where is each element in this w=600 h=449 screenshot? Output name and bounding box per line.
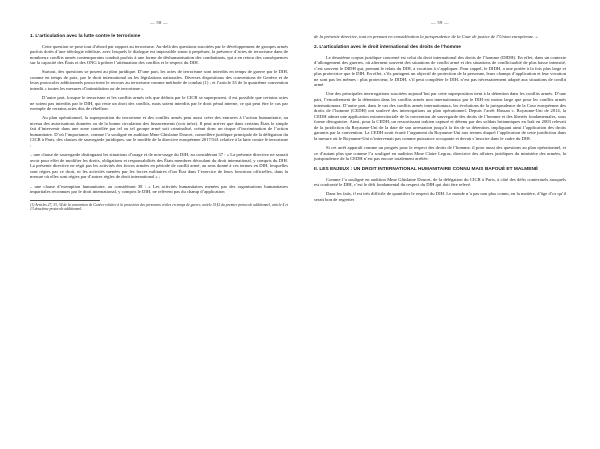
paragraph: Si cet arrêt apparaît comme un progrès pour le respect des droits de l’homme, il pose aussi des questions au plan opérationnel, et ce d’autant plus que comme l’a souligné en audition Mme Claire Legras, directrice des affaires juridiques du ministère des armées, la jurisprudence de la CEDH n’est pas encore totalement arrêtée. [314, 144, 566, 162]
paragraph: Cette question se pose tout d’abord par rapport au terrorisme. Au-delà des questions suscitées par le développement de groupes armés parfois dotés d’une idéologie nihiliste, avec lesquels le dialogue est impossible sinon à perpétuer, la présence d’actes de terrorisme dans de nombreux conflits armés contemporains conduit parfois à une forme de déshumanisation des combattants, qui a en retour des conséquences sur la capacité des États et des ONG à prôner l’atténuation des conflits et le respect du DIH. [30, 43, 288, 66]
paragraph: Au plan opérationnel, la superposition du terrorisme et des conflits armés peut aussi créer des entraves à l’action humanitaire, au niveau des autorisations données ou de la bonne circulation des financements (voir infra). Il peut arriver que dans certains États le simple fait d’intervenir dans une zone contrôlée par tel ou tel groupe armé soit criminalisé, créant donc un risque d’incrimination de l’action humanitaire. D’où l’importance, comme l’a souligné en audition Mme Ghislaine Doucet, conseillère juridique principale de la délégation du CICR à Paris, des clauses de sauvegarde juridiques, sur le modèle de la directive européenne 2017/541 relative à la lutte contre le terrorisme : [30, 115, 288, 149]
footnote: (1) Articles 27, 33, 34 de la convention de Genève relative à la protection des personnes civiles en temps de guerre, article 51§2 du premier protocole additionnel, article 4 et 13 deuxième protocole additionnel. [30, 202, 288, 211]
paragraph: D’autre part, lorsque le terrorisme et les conflits armés tels que définis par le CICR se superposent, il est possible que certains actes ne soient pas interdits par le DIH, qui reste un droit des conflits, mais soient interdits par le droit pénal interne, ce qui peut être le cas par exemple de certains actes dits de rébellion. [30, 95, 288, 112]
chapter-heading: II. LES ENJEUX : UN DROIT INTERNATIONAL HUMANITAIRE CONNU MAIS BAFOUÉ ET MALMENÉ [314, 166, 539, 172]
section-heading: 1. L’articulation avec la lutte contre le terrorisme [30, 34, 141, 39]
section-heading: 2. L’articulation avec le droit international des droits de l’homme [314, 44, 461, 50]
paragraph: Comme l’a souligné en audition Mme Ghislaine Doucet, de la délégation du CICR à Paris, à côté des défis contextuels auxquels est confronté le DIH, c’est le défi fondamental du respect du DIH qui doit être relevé. [314, 176, 566, 188]
paragraph: Le deuxième corpus juridique concerné est celui du droit international des droits de l’homme (DIDH). En effet, dans un contexte d’allongement des guerres, où alternent souvent des situations de conflit armé et des situations de conflictualité de plus basse intensité, c’est souvent le DIDH qui, prenant le relais du DIH, a vocation à s’appliquer. Pour rappel, le DIDH, a une portée à la fois plus large et plus protectrice que le DIH. En effet, s’ils partagent un objectif de protection de la personne, leurs champs d’application et leur vocation ne sont pas les mêmes : plus protecteur, le DIDH, s’il peut compléter le DIH, n’est pas nécessairement adapté aux situations de conflit armé. [314, 54, 566, 88]
continued-paragraph: de la présente directive, tout en prenant en considération la jurisprudence de la Cour de justice de l’Union européenne. » [314, 34, 538, 39]
paragraph: Surtout, des questions se posent au plan juridique. D’une part, les actes de terrorisme sont interdits en temps de guerre par le DIH, comme en temps de paix, par le droit international ou les législations nationales. Diverses dispositions des conventions de Genève et de leurs protocoles additionnels proscrivent le recours au terrorisme comme méthode de combat (1) ; et l’article 33 de la quatrième convention interdit « toutes les mesures d’intimidation ou de terrorisme ». [30, 69, 288, 91]
paragraph-quote: – une clause d’exemption humanitaire, au considérant 38 : « Les activités humanitaires menées par des organisations humanitaires impartiales reconnues par le droit international, y compris le DIH, ne relèvent pas du champ d’application [30, 183, 288, 195]
paragraph-quote: – une clause de sauvegarde distinguant les situations d’usage et de non-usage du DIH, au considérant 37 : « La présente directive ne saurait avoir pour effet de modifier les droits, obligations et responsabilités des États membres découlant du droit international, y compris du DIH. La présente directive ne régit pas les activités des forces armées en période de conflit armé, au sens donné à ces termes en DIH, lesquelles sont régies par ce droit, ni les activités menées par les forces militaires d’un État dans l’exercice de leurs fonctions officielles, dans la mesure où elles sont régies par d’autres règles de droit international » ; [30, 152, 288, 180]
footnote-separator [30, 200, 100, 201]
paragraph: Une des principales interrogations suscitées aujourd’hui par cette superposition tient à la détention dans les conflits armés. D’une part, l’encadrement de la détention dans les conflits armés non internationaux par le DIH est moins large que pour les conflits armés internationaux. D’autre part, dans le cas des conflits armés internationaux, les évolutions de la jurisprudence de la Cour européenne des droits de l’homme (CEDH) ont soulevé des interrogations au plan opérationnel. Depuis l’arrêt Hassan c. Royaume-Uni de 2014, la CEDH admet une application extraterritoriale de la convention de sauvegarde des droits de l’homme et des libertés fondamentales, sous forme dérogatoire. Ainsi, pour la CEDH, un ressortissant irakien capturé et détenu par des soldats britanniques en Irak en 2003 relevait de la juridiction du Royaume-Uni de la date de son arrestation jusqu’à la fin de sa détention, impliquant ainsi l’application des droits garantis par la convention. La CEDH avait écarté l’argument du Royaume-Uni aux termes duquel l’application de cette juridiction dans la mesure où le Royaume-Uni n’intervenait pas comme puissance occupante et devait s’inscrire dans le cadre du DIH. [314, 91, 566, 141]
paragraph: Dans les faits, il est très difficile de quantifier le respect du DIH. Le monde n’a pas non plus connu, en la matière, d’âge d’or qu’il serait bon de regretter [314, 191, 566, 202]
left-body [30, 44, 288, 195]
right-page [300, 0, 600, 449]
page-number: — 59 — [431, 20, 449, 25]
page-number: — 58 — [150, 20, 168, 25]
right-body [314, 34, 566, 202]
